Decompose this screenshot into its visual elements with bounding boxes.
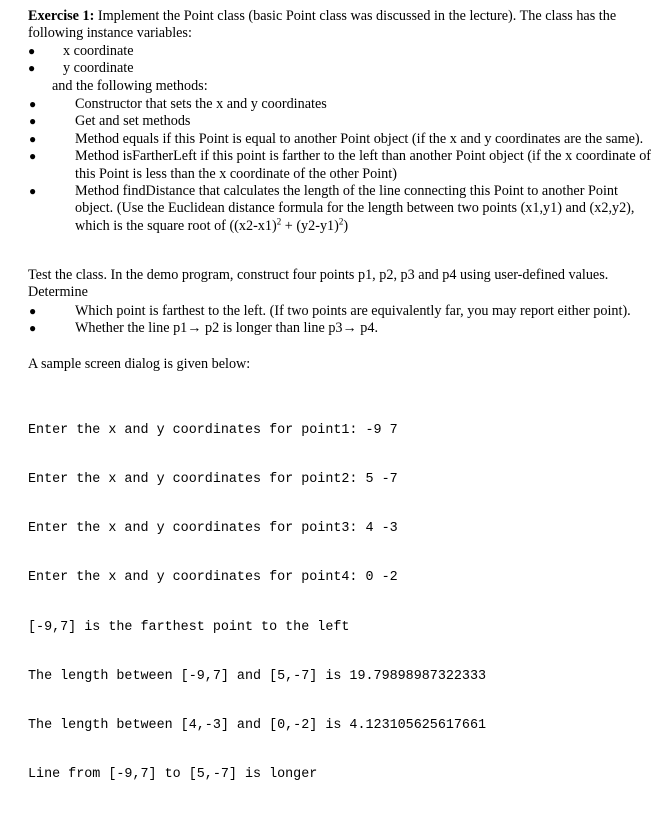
method-find-distance [75,183,634,234]
variable-item: x coordinate [63,43,134,59]
methods-intro [52,78,668,95]
list-item [0,148,658,183]
test-text: Test the class. In the demo program, construct four points p1, p2, p3 and p4 using user-defined values. Determine [28,267,609,301]
dialog-line: Enter the x and y coordinates for point1: -9 7 [28,422,398,438]
dialog-line: Enter the x and y coordinates for point4: 0 -2 [28,570,398,586]
list-item [0,60,630,77]
list-item [0,183,658,235]
sample-intro [28,356,658,373]
exercise-intro [28,8,658,43]
method-item: Method equals if this Point is equal to another Point object (if the x and y coordinates are the same). [75,130,644,147]
find-distance-end: ) [343,217,349,234]
methods-intro-text: and the following methods: [52,78,208,94]
bullet-icon: ● [29,304,37,318]
bullet-icon: ● [29,114,37,129]
list-item [0,131,658,148]
determine-item: Which point is farthest to the left. (If two points are equivalently far, you may report either point). [75,303,631,319]
list-item [0,113,658,130]
bullet-icon: ● [28,61,36,76]
find-distance-mid: + (y2-y1) [281,217,339,234]
exercise-heading: Exercise 1: [28,8,95,24]
bullet-icon: ● [29,149,37,164]
dialog-line: Enter the x and y coordinates for point2: 5 -7 [28,472,398,488]
determine-list [0,303,658,338]
list-item [0,96,658,113]
list-item [0,43,630,60]
methods-list [0,96,658,235]
bullet-icon: ● [29,184,37,199]
dialog-line: Enter the x and y coordinates for point3: 4 -3 [28,521,398,537]
dialog-line: The length between [-9,7] and [5,-7] is 19.79898987322333 [28,668,487,684]
test-section [28,267,658,302]
method-item: Get and set methods [75,113,191,130]
method-item: Constructor that sets the x and y coordinates [75,96,327,112]
list-item [0,303,658,320]
bullet-icon: ● [29,321,37,336]
dialog-line: Line from [-9,7] to [5,-7] is longer [28,767,318,783]
list-item [0,320,658,337]
variable-item: y coordinate [63,60,134,77]
dialog-line: The length between [4,-3] and [0,-2] is 4.123105625617661 [28,718,487,734]
bullet-icon: ● [28,44,36,58]
determine-item: Whether the line p1→ p2 is longer than line p3→ p4. [75,320,378,337]
intro-paragraph [28,8,658,43]
bullet-icon: ● [29,97,37,111]
exponent: 2 [276,216,282,227]
sample-intro-text: A sample screen dialog is given below: [28,356,251,372]
sample-dialog [28,390,486,817]
variables-list [0,43,630,78]
intro-text: Implement the Point class (basic Point class was discussed in the lecture). The class has the following instance variables: [28,8,617,42]
bullet-icon: ● [29,131,37,146]
exponent: 2 [338,216,344,227]
dialog-line: [-9,7] is the farthest point to the left [28,619,350,635]
method-item: Method isFartherLeft if this point is farther to the left than another Point object (if the x coordinate of this Point is less than the x coordinate of the other Point) [75,148,652,182]
find-distance-text: Method findDistance that calculates the length of the line connecting this Point to another Point object. (Use the Euclidean distance formula for the length between two points (x1,y1) and (x2,y2), which is the square root of ((x2-x1) [75,183,635,234]
